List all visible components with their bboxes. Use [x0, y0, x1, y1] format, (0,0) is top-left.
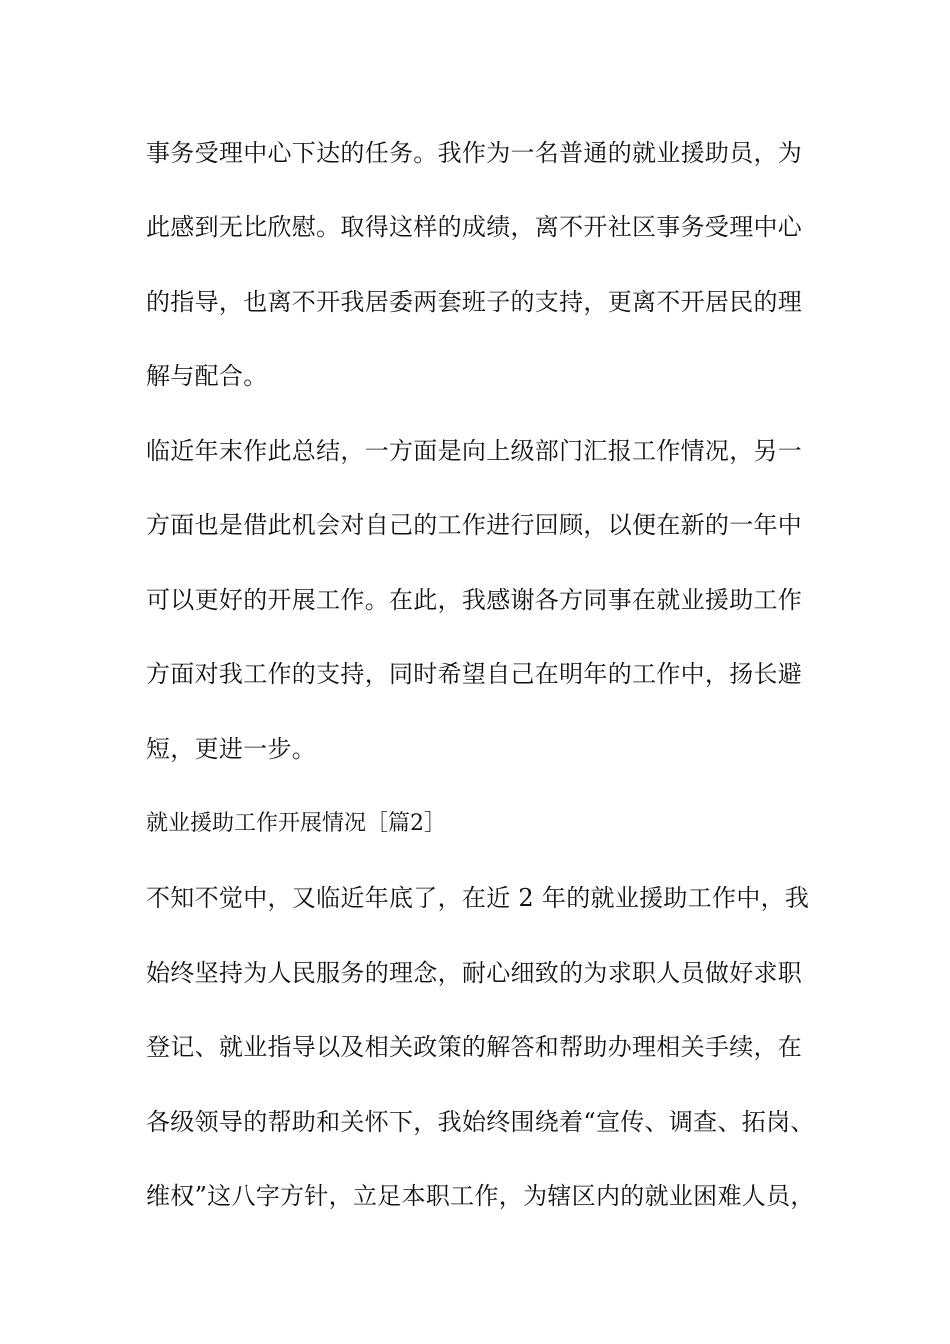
text-line: 方面对我工作的支持，同时希望自己在明年的工作中，扬长避 [146, 660, 803, 688]
text-line: 登记、就业指导以及相关政策的解答和帮助办理相关手续，在 [146, 1033, 803, 1061]
text-line: 可以更好的开展工作。在此，我感谢各方同事在就业援助工作 [146, 586, 803, 614]
text-line: 不知不觉中，又临近年底了，在近 2 年的就业援助工作中，我 [146, 884, 810, 912]
text-line: 始终坚持为人民服务的理念，耐心细致的为求职人员做好求职 [146, 959, 803, 987]
section-heading: 就业援助工作开展情况［篇2］ [146, 811, 446, 836]
text-line: 方面也是借此机会对自己的工作进行回顾，以便在新的一年中 [146, 511, 803, 539]
text-line: 此感到无比欣慰。取得这样的成绩，离不开社区事务受理中心 [146, 213, 803, 241]
text-line: 临近年末作此总结，一方面是向上级部门汇报工作情况，另一 [146, 437, 803, 465]
text-line: 解与配合。 [146, 362, 268, 390]
text-line: 事务受理中心下达的任务。我作为一名普通的就业援助员，为 [146, 139, 803, 167]
text-line: 短，更进一步。 [146, 735, 317, 763]
text-line: 的指导，也离不开我居委两套班子的支持，更离不开居民的理 [146, 288, 803, 316]
text-line: 各级领导的帮助和关怀下，我始终围绕着“宣传、调查、拓岗、 [146, 1108, 815, 1136]
text-line: 维权”这八字方针，立足本职工作，为辖区内的就业困难人员， [146, 1182, 815, 1210]
